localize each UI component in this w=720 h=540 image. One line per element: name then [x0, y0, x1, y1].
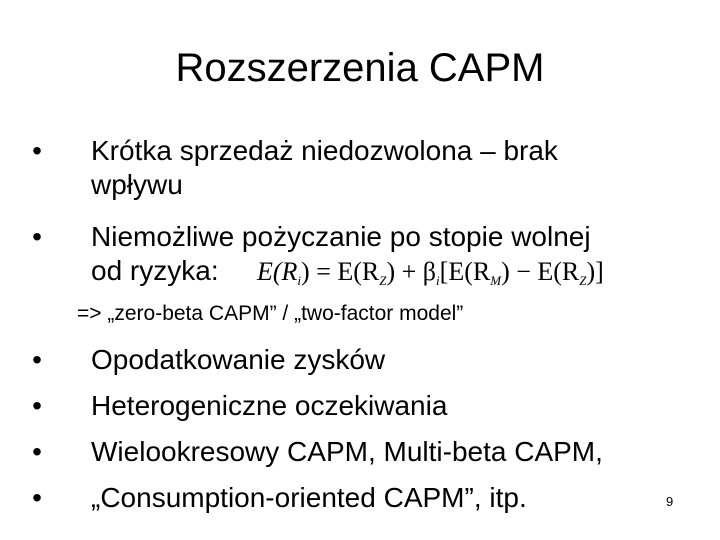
- zero-beta-capm-formula: [257, 255, 604, 298]
- bullet-text: „Consumption-oriented CAPM”, itp.: [91, 482, 527, 513]
- formula-sub-beta-i: i: [436, 273, 440, 288]
- bullet-marker: •: [32, 344, 42, 375]
- page-number: 9: [666, 494, 674, 509]
- bullet-text: [91, 134, 691, 202]
- formula-sub-z: Z: [379, 273, 387, 288]
- bullet-text-line2: od ryzyka:: [91, 255, 219, 286]
- formula-sub-z2: Z: [579, 273, 587, 288]
- bullet-marker: •: [32, 482, 42, 513]
- bullet-text: Wielookresowy CAPM, Multi-beta CAPM,: [91, 436, 603, 467]
- bullet-text-line1: Niemożliwe pożyczanie po stopie wolnej: [91, 221, 591, 252]
- zero-beta-note: => „zero-beta CAPM” / „two-factor model”: [77, 302, 464, 325]
- slide-title: Rozszerzenia CAPM: [175, 46, 545, 90]
- formula-close: )]: [586, 257, 604, 286]
- bullet-marker: •: [32, 221, 42, 252]
- formula-lhs: E(R: [257, 257, 298, 286]
- formula-bracket: [E(R: [439, 257, 491, 286]
- bullet-text-line1: Krótka sprzedaż niedozwolona – brak: [91, 135, 558, 166]
- bullet-marker: •: [32, 390, 42, 421]
- bullet-marker: •: [32, 135, 42, 166]
- formula-plus-beta: ) + β: [386, 257, 437, 286]
- bullet-text: Heterogeniczne oczekiwania: [91, 390, 448, 421]
- bullet-text: Opodatkowanie zysków: [91, 344, 386, 375]
- formula-sub-m: M: [490, 273, 502, 288]
- bullet-marker: •: [32, 436, 42, 467]
- bullet-text-line2: wpływu: [91, 169, 183, 200]
- formula-eq: ) = E(R: [301, 257, 380, 286]
- formula-sub-i: i: [297, 273, 302, 288]
- formula-minus: ) − E(R: [501, 257, 580, 286]
